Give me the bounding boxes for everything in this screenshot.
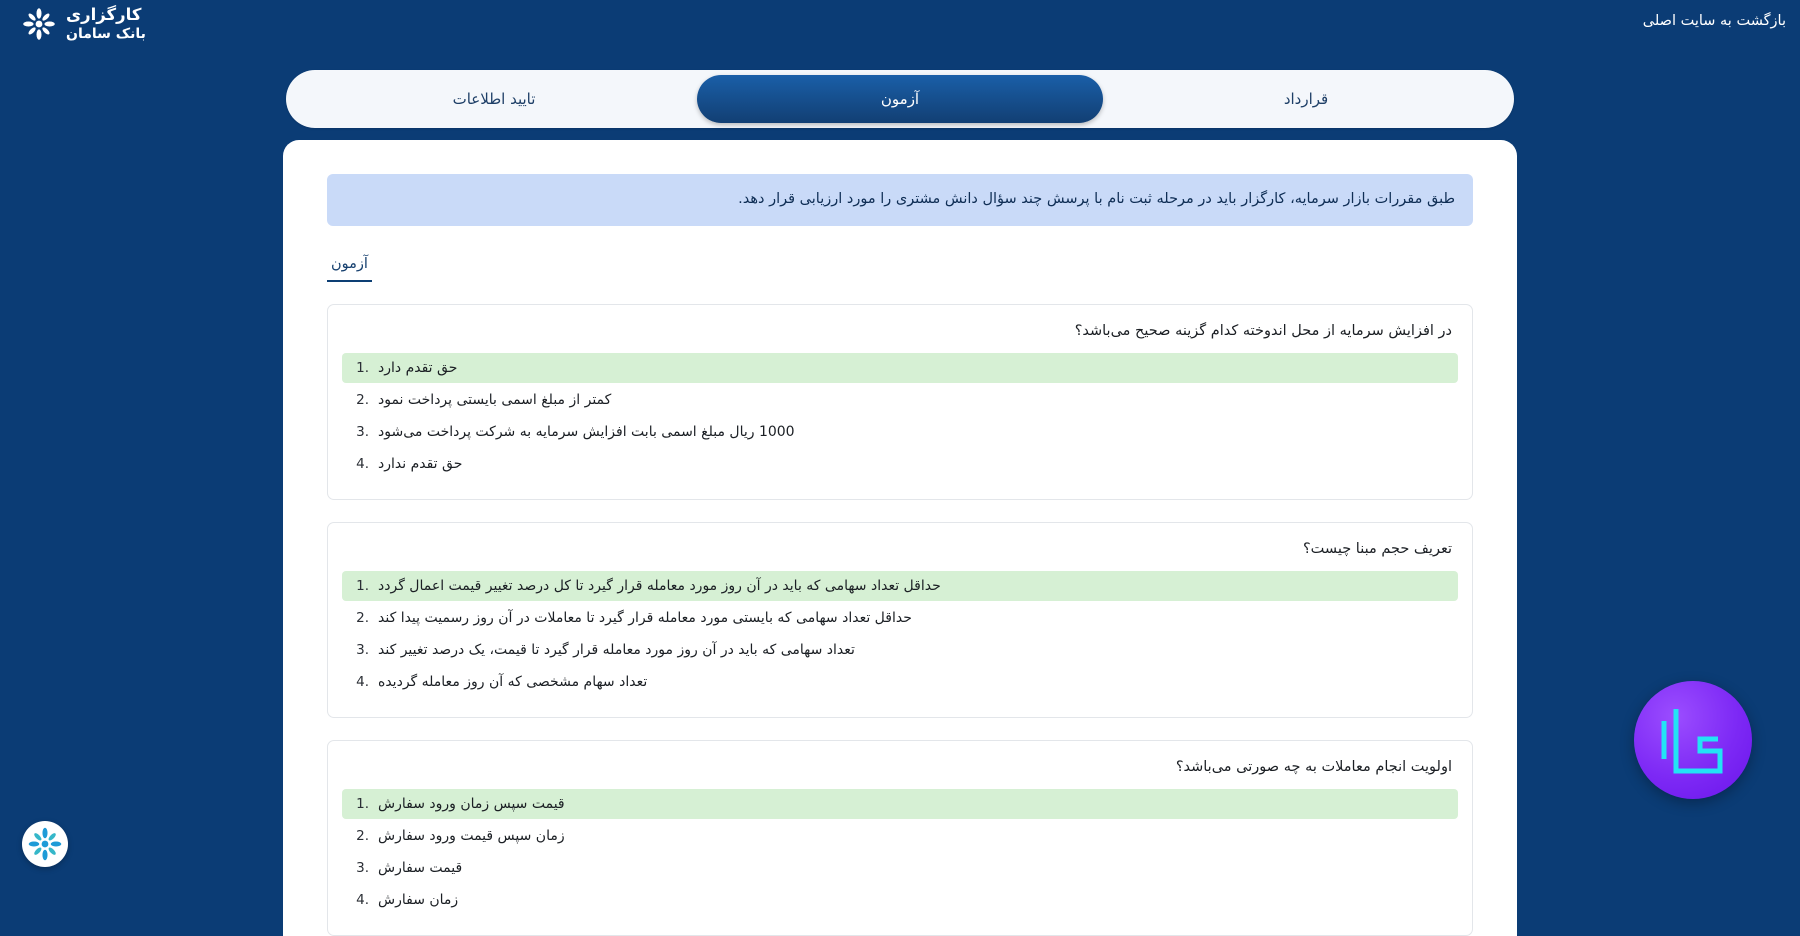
section-header	[327, 256, 1473, 282]
back-to-main-site-link[interactable]: بازگشت به سایت اصلی	[1643, 13, 1786, 29]
question-block	[327, 740, 1473, 936]
option-row[interactable]	[342, 417, 1458, 447]
option-row[interactable]	[342, 449, 1458, 479]
option-label: قیمت سفارش	[378, 860, 462, 876]
letter-l-bracket-icon[interactable]	[1634, 681, 1752, 799]
option-number: 2.	[351, 610, 369, 626]
option-row[interactable]	[342, 789, 1458, 819]
option-number: 4.	[351, 892, 369, 908]
option-number: 1.	[351, 360, 369, 376]
option-row[interactable]	[342, 385, 1458, 415]
option-number: 3.	[351, 424, 369, 440]
tab-exam[interactable]: آزمون	[697, 75, 1103, 123]
option-label: حداقل تعداد سهامی که بایستی مورد معامله قرار گیرد تا معاملات در آن روز رسمیت پیدا کند	[378, 610, 912, 626]
option-number: 4.	[351, 674, 369, 690]
exam-notice: طبق مقررات بازار سرمایه، کارگزار باید در مرحله ثبت نام با پرسش چند سؤال دانش مشتری را مورد ارزیابی قرار دهد.	[327, 174, 1473, 226]
exam-card	[283, 140, 1517, 936]
question-text: در افزایش سرمایه از محل اندوخته کدام گزینه صحیح می‌باشد؟	[348, 323, 1452, 339]
option-label: حق تقدم دارد	[378, 360, 457, 376]
option-row[interactable]	[342, 635, 1458, 665]
option-label: قیمت سپس زمان ورود سفارش	[378, 796, 565, 812]
question-text: تعریف حجم مبنا چیست؟	[348, 541, 1452, 557]
option-label: حق تقدم ندارد	[378, 456, 462, 472]
brand-line-1: کارگزاری	[66, 5, 146, 26]
top-bar	[0, 0, 1800, 58]
brand-line-2: بانک سامان	[66, 26, 146, 44]
option-label: کمتر از مبلغ اسمی بایستی پرداخت نمود	[378, 392, 611, 408]
option-row[interactable]	[342, 885, 1458, 915]
option-number: 2.	[351, 828, 369, 844]
step-tabs	[286, 70, 1514, 128]
brand-logo[interactable]	[22, 5, 146, 43]
flower-badge-icon[interactable]	[22, 821, 68, 867]
option-row[interactable]	[342, 603, 1458, 633]
tab-contract[interactable]: قرارداد	[1103, 75, 1509, 123]
option-number: 2.	[351, 392, 369, 408]
brand-text	[66, 5, 146, 43]
option-row[interactable]	[342, 853, 1458, 883]
question-block	[327, 522, 1473, 718]
saman-flower-logo-icon	[22, 7, 56, 41]
option-number: 4.	[351, 456, 369, 472]
option-number: 3.	[351, 642, 369, 658]
option-label: زمان سفارش	[378, 892, 458, 908]
question-block	[327, 304, 1473, 500]
option-label: تعداد سهام مشخصی که آن روز معامله گردیده	[378, 674, 647, 690]
option-row[interactable]	[342, 667, 1458, 697]
option-label: زمان سپس قیمت ورود سفارش	[378, 828, 565, 844]
option-number: 1.	[351, 578, 369, 594]
option-number: 1.	[351, 796, 369, 812]
option-label: حداقل تعداد سهامی که باید در آن روز مورد معامله قرار گیرد تا کل درصد تغییر قیمت اعمال گردد	[378, 578, 941, 594]
option-label: تعداد سهامی که باید در آن روز مورد معامله قرار گیرد تا قیمت، یک درصد تغییر کند	[378, 642, 855, 658]
section-title: آزمون	[327, 256, 372, 282]
option-label: 1000 ریال مبلغ اسمی بابت افزایش سرمایه به شرکت پرداخت می‌شود	[378, 424, 795, 440]
option-row[interactable]	[342, 821, 1458, 851]
tab-confirm-info[interactable]: تایید اطلاعات	[291, 75, 697, 123]
question-text: اولویت انجام معاملات به چه صورتی می‌باشد؟	[348, 759, 1452, 775]
option-row[interactable]	[342, 571, 1458, 601]
option-number: 3.	[351, 860, 369, 876]
option-row[interactable]	[342, 353, 1458, 383]
